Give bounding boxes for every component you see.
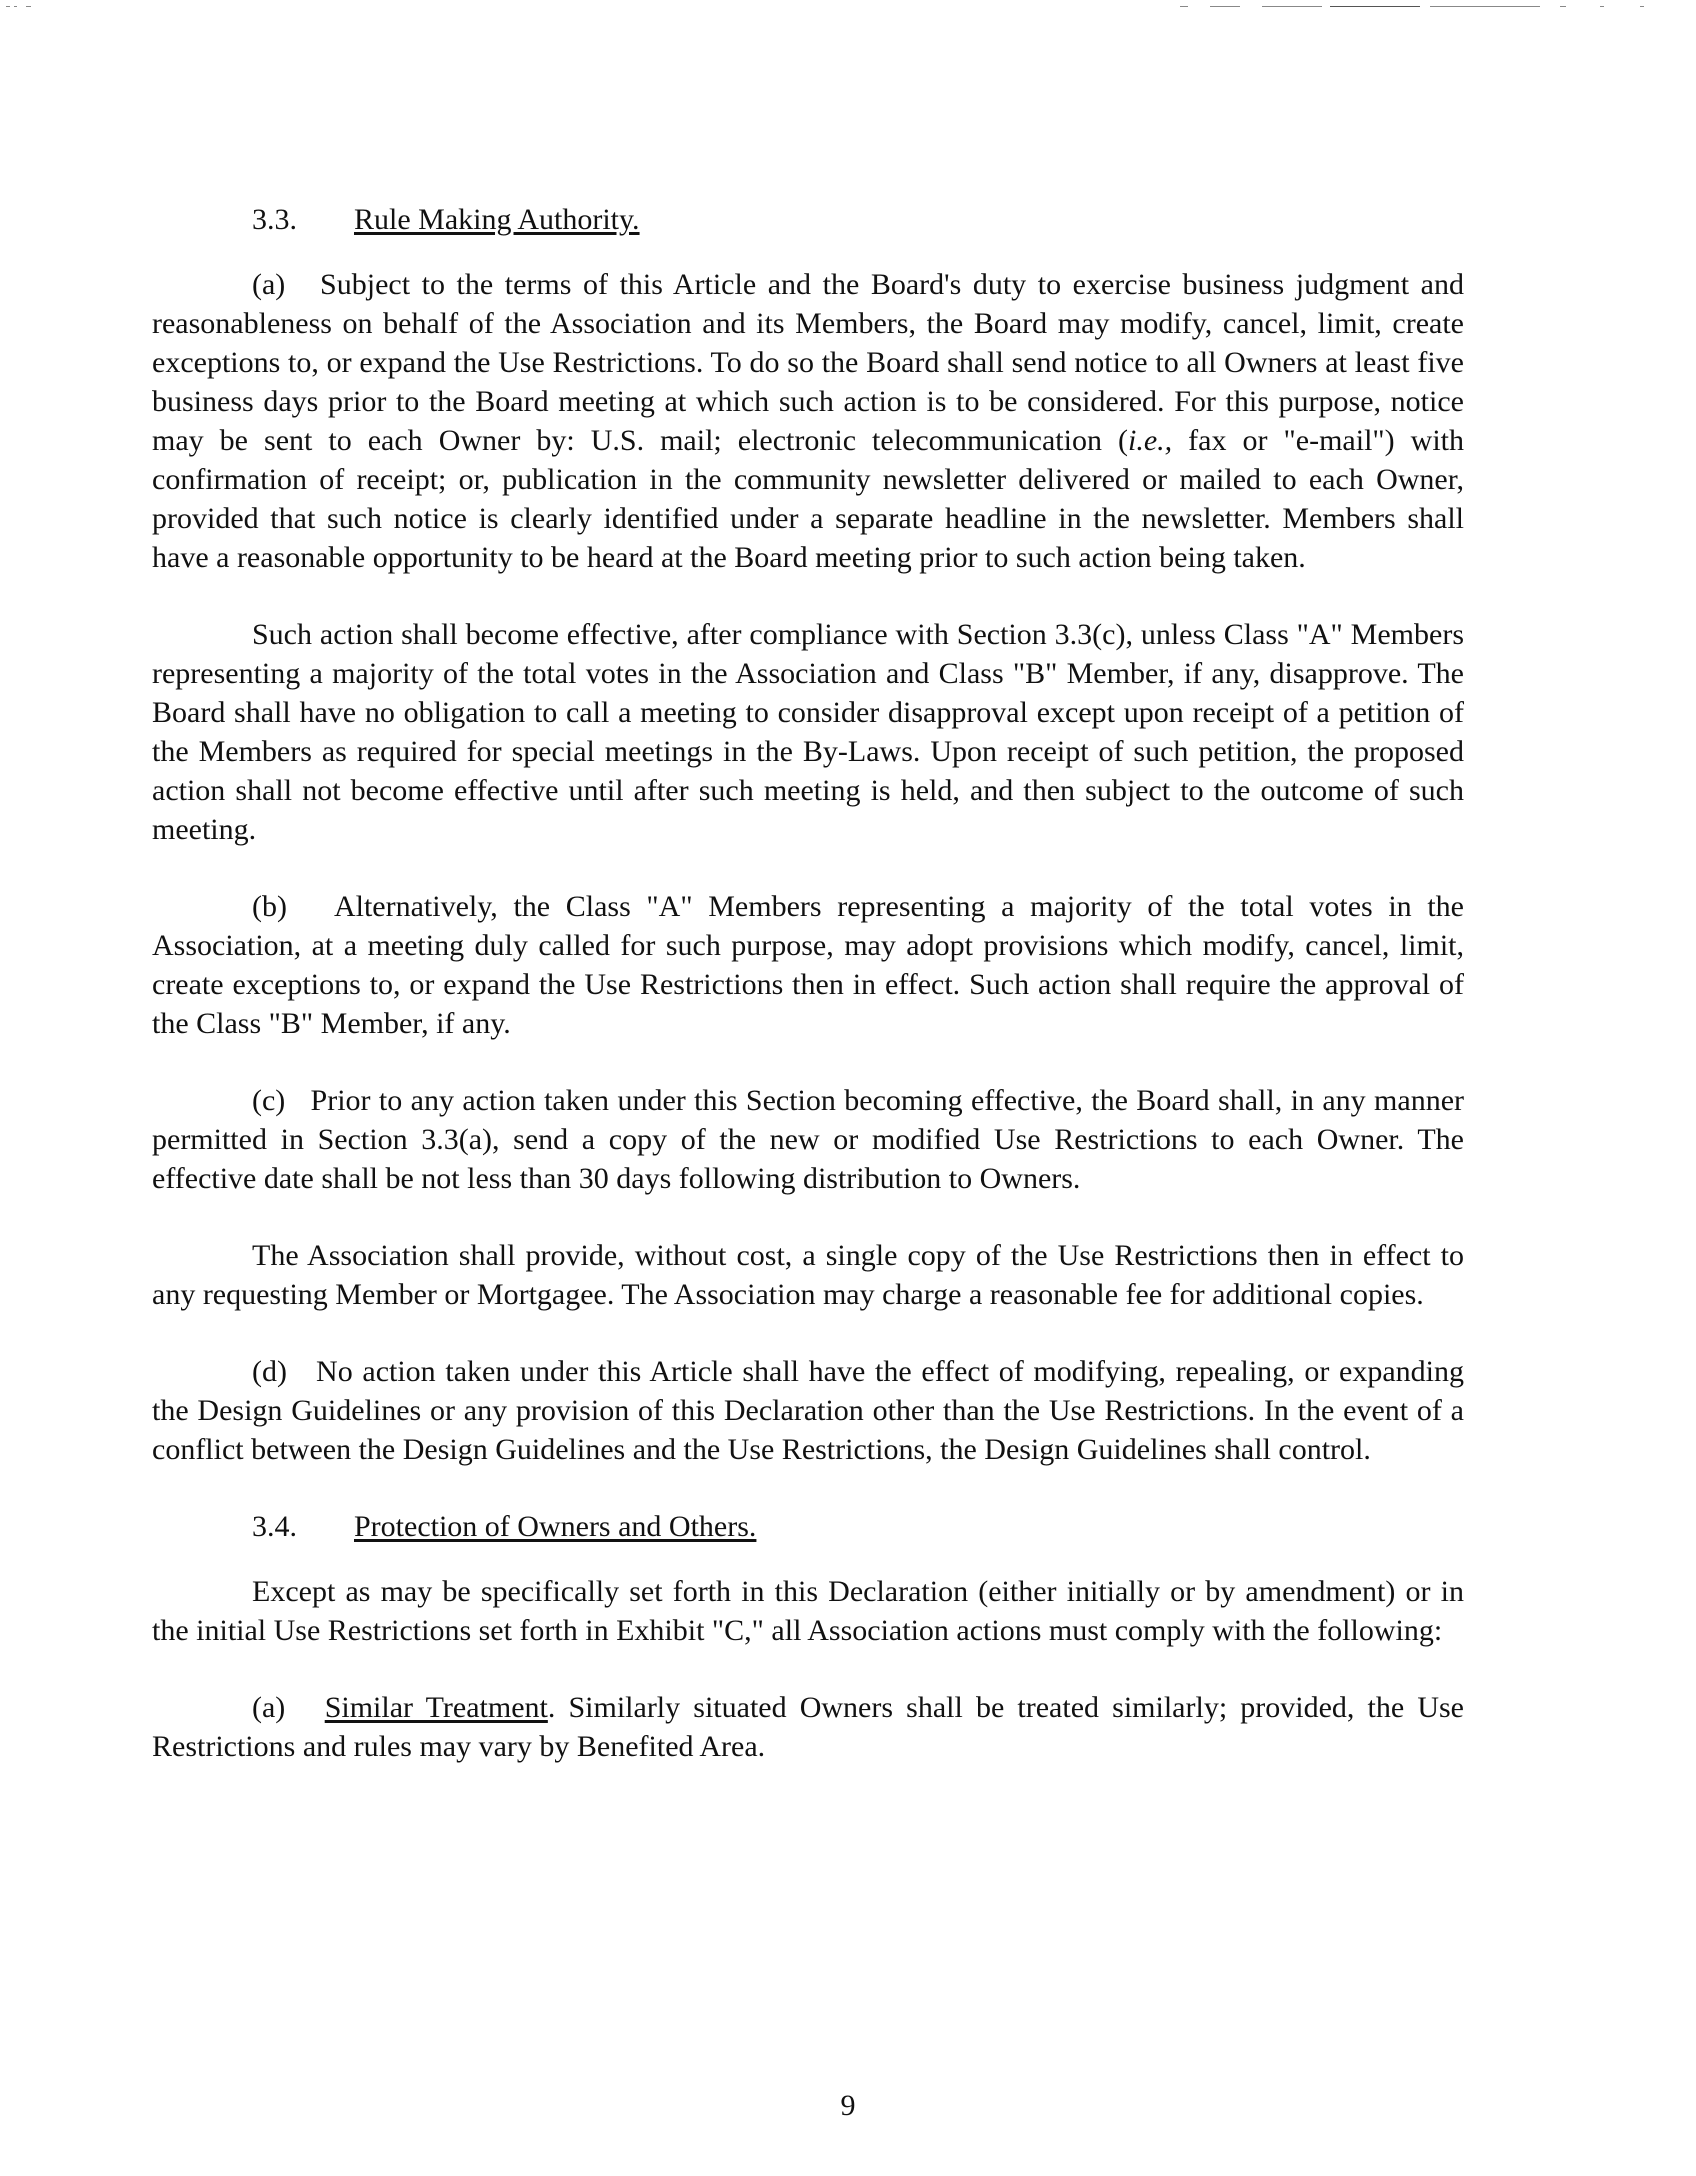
scan-mark [6,6,10,7]
section-heading-3-3 [152,200,1464,239]
scan-mark [1640,6,1644,7]
italic-ie: i.e., [1128,424,1173,457]
scan-mark [1210,6,1240,7]
section-heading-3-4 [152,1507,1464,1546]
paragraph-label: (a) [252,268,286,301]
paragraph-text-cont: fax or "e-mail") with confirmation of receipt; or, publication in the community newsletter delivered or mailed to each Owner, provided that such notice is clearly identified under a separate headline in the newsletter. Members shall have a reasonable opportunity to be heard at the Board meeting prior to such action being taken. [152,424,1464,574]
scan-mark [26,6,31,7]
paragraph-a-rule-making [152,265,1464,577]
paragraph-label: (d) [252,1355,287,1388]
section-number: 3.3. [252,203,297,236]
paragraph-text: Alternatively, the Class "A" Members representing a majority of the total votes in the Association, at a meeting duly called for such purpose, may adopt provisions which modify, cancel, limit, create exceptions to, or expand the Use Restrictions then in effect. Such action shall require the approval of the Class "B" Member, if any. [152,890,1464,1040]
paragraph-text: Prior to any action taken under this Section becoming effective, the Board shall, in any manner permitted in Section 3.3(a), send a copy of the new or modified Use Restrictions to each Owner. The effective date shall be not less than 30 days following distribution to Owners. [152,1084,1465,1195]
scan-mark [1430,6,1540,7]
paragraph-effective: Such action shall become effective, after compliance with Section 3.3(c), unless Class "A" Members representing a majority of the total votes in the Association and Class "B" Member, if any, disapprove. The Board shall have no obligation to call a meeting to consider disapproval except upon receipt of a petition of the Members as required for special meetings in the By-Laws. Upon receipt of such petition, the proposed action shall not become effective until after such meeting is held, and then subject to the outcome of such meeting. [152,618,1464,846]
paragraph-text: Subject to the terms of this Article and the Board's duty to exercise business judgment and reasonableness on behalf of the Association and its Members, the Board may modify, cancel, limit, create exceptions to, or expand the Use Restrictions. To do so the Board shall send notice to all Owners at least five business days prior to the Board meeting at which such action is to be considered. For this purpose, notice may be sent to each Owner by: U.S. mail; electronic telecommunication ( [152,268,1464,457]
paragraph-a-similar-treatment [152,1688,1464,1766]
paragraph-except: Except as may be specifically set forth in this Declaration (either initially or by amendment) or in the initial Use Restrictions set forth in Exhibit "C," all Association actions must comply with the following: [152,1575,1464,1647]
scan-mark [1180,6,1188,7]
paragraph-text: No action taken under this Article shall have the effect of modifying, repealing, or expanding the Design Guidelines or any provision of this Declaration other than the Use Restrictions. In the event of a conflict between the Design Guidelines and the Use Restrictions, the Design Guidelines shall control. [152,1355,1464,1466]
scan-mark [14,6,17,7]
scan-mark [1330,6,1420,7]
paragraph-c-prior-action [152,1081,1464,1198]
paragraph-single-copy: The Association shall provide, without cost, a single copy of the Use Restrictions then in effect to any requesting Member or Mortgagee. The Association may charge a reasonable fee for additional copies. [152,1239,1464,1311]
section-number: 3.4. [252,1510,297,1543]
paragraph-label: (b) [252,890,287,923]
document-body [152,200,1464,1804]
paragraph-label: (a) [252,1691,286,1724]
subsection-title: Similar Treatment [324,1691,548,1724]
paragraph-b-alternatively [152,887,1464,1043]
paragraph-text: . Similarly situated Owners shall be treated similarly; provided, the Use Restrictions and rules may vary by Benefited Area. [152,1691,1464,1763]
page-number: 9 [840,2089,856,2122]
section-title: Protection of Owners and Others. [354,1510,757,1543]
scan-mark [1560,6,1566,7]
scan-mark [1600,6,1604,7]
paragraph-label: (c) [252,1084,286,1117]
paragraph-d-no-action [152,1352,1464,1469]
section-title: Rule Making Authority. [354,203,640,236]
scan-artifact-marks [0,0,1696,10]
scan-mark [1262,6,1322,7]
